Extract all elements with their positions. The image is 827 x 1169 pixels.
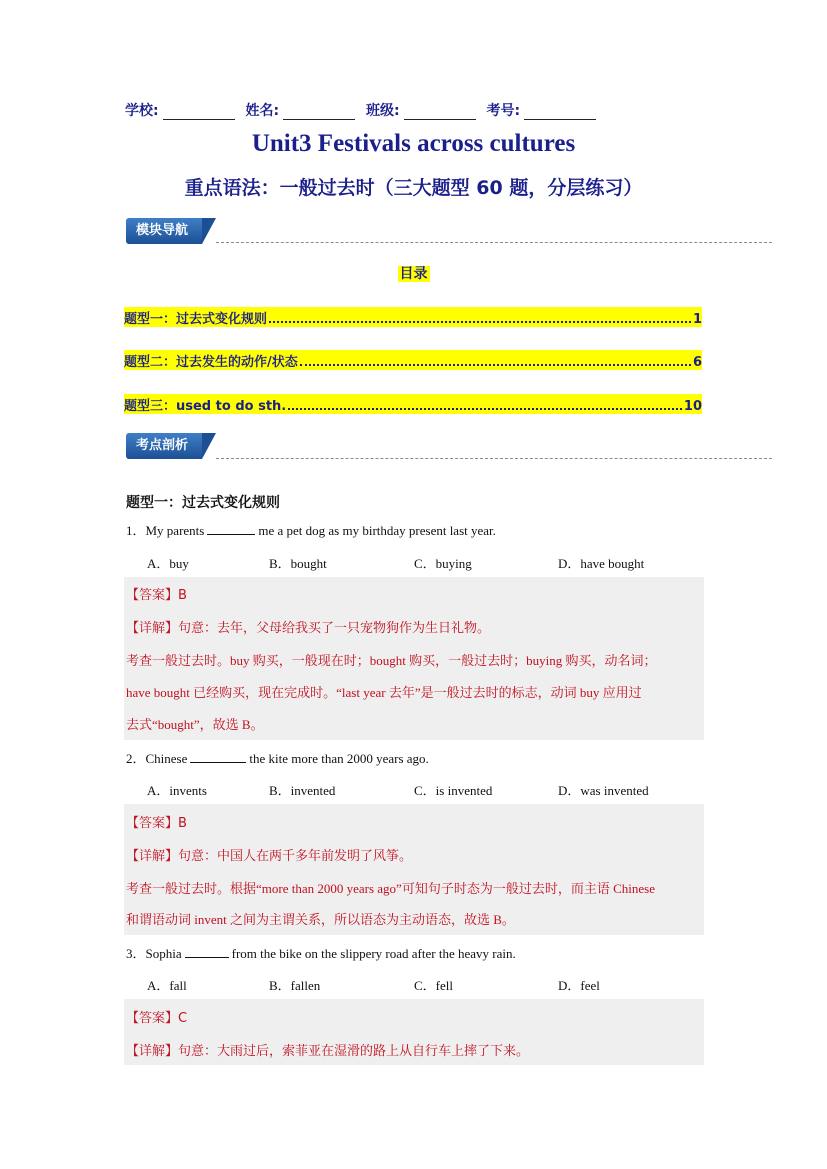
question-3-answer: 【答案】C: [126, 1011, 188, 1026]
toc-item-1[interactable]: [124, 307, 702, 327]
option-c: C．fell: [414, 978, 453, 993]
option-c: C．is invented: [414, 783, 493, 798]
class-label: 班级:: [365, 103, 400, 119]
class-blank: [404, 105, 476, 120]
toc-leader: [300, 364, 691, 366]
analysis-tab-label: 考点剖析: [126, 433, 202, 459]
question-1-stem: 1．My parents me a pet dog as my birthday present last year.: [126, 523, 496, 538]
option-b: B．fallen: [269, 978, 321, 993]
name-label: 姓名:: [245, 103, 280, 119]
option-a: A．buy: [147, 556, 189, 571]
name-blank: [283, 105, 355, 120]
toc-leader: [269, 321, 691, 323]
option-a: A．invents: [147, 783, 207, 798]
toc-item-2[interactable]: [124, 350, 702, 370]
question-3-detail: 【详解】句意：大雨过后，索菲亚在湿滑的路上从自行车上摔了下来。: [126, 1044, 530, 1059]
toc-leader: [288, 408, 682, 410]
option-a: A．fall: [147, 978, 187, 993]
question-2-answer: 【答案】B: [126, 816, 187, 831]
toc-item-label: 题型一：过去式变化规则: [124, 312, 268, 327]
question-2-explain-line: 考查一般过去时。根据“more than 2000 years ago”可知句子时态为一般过去时，而主语 Chinese: [126, 881, 655, 896]
question-3-stem: 3．Sophia from the bike on the slippery road after the heavy rain.: [126, 946, 516, 961]
toc-page-number: 10: [683, 399, 702, 414]
question-1-explain-line: 去式“bought”，故选 B。: [126, 717, 264, 732]
nav-section-tab: [126, 218, 202, 244]
school-blank: [163, 105, 235, 120]
question-2-detail: 【详解】句意：中国人在两千多年前发明了风筝。: [126, 849, 413, 864]
question-2-explain-line: 和谓语动词 invent 之间为主谓关系，所以语态为主动语态，故选 B。: [126, 912, 515, 927]
student-info-line: [125, 100, 602, 120]
section-heading: 题型一：过去式变化规则: [126, 495, 280, 511]
question-2-stem: 2．Chinese the kite more than 2000 years ago.: [126, 751, 429, 766]
nav-divider: [216, 242, 772, 243]
option-d: D．was invented: [558, 783, 649, 798]
option-d: D．have bought: [558, 556, 645, 571]
option-d: D．feel: [558, 978, 600, 993]
answer-blank: [185, 945, 229, 958]
option-b: B．bought: [269, 556, 327, 571]
toc-item-label: 题型二：过去发生的动作/状态: [124, 355, 298, 370]
document-subtitle: 重点语法：一般过去时（三大题型 60 题，分层练习）: [184, 177, 643, 199]
toc-page-number: 6: [692, 355, 702, 370]
toc-item-3[interactable]: [124, 394, 702, 414]
nav-tab-label: 模块导航: [126, 218, 202, 244]
toc-page-number: 1: [692, 312, 702, 327]
option-c: C．buying: [414, 556, 472, 571]
question-1-explain-line: 考查一般过去时。buy 购买，一般现在时；bought 购买，一般过去时；buying 购买，动名词；: [126, 653, 657, 668]
answer-blank: [207, 522, 255, 535]
question-1-detail: 【详解】句意：去年，父母给我买了一只宠物狗作为生日礼物。: [126, 621, 491, 636]
document-title: Unit3 Festivals across cultures: [251, 130, 576, 157]
exam-no-label: 考号:: [486, 103, 521, 119]
school-label: 学校:: [125, 103, 159, 119]
answer-blank: [190, 750, 246, 763]
exam-no-blank: [524, 105, 596, 120]
toc-title: 目录: [399, 266, 428, 282]
analysis-section-tab: [126, 433, 202, 459]
option-b: B．invented: [269, 783, 336, 798]
question-1-answer: 【答案】B: [126, 588, 187, 603]
toc-item-label: 题型三：used to do sth.: [124, 399, 287, 414]
question-1-explain-line: have bought 已经购买，现在完成时。“last year 去年”是一般过去时的标志，动词 buy 应用过: [126, 685, 642, 700]
analysis-divider: [216, 458, 772, 459]
